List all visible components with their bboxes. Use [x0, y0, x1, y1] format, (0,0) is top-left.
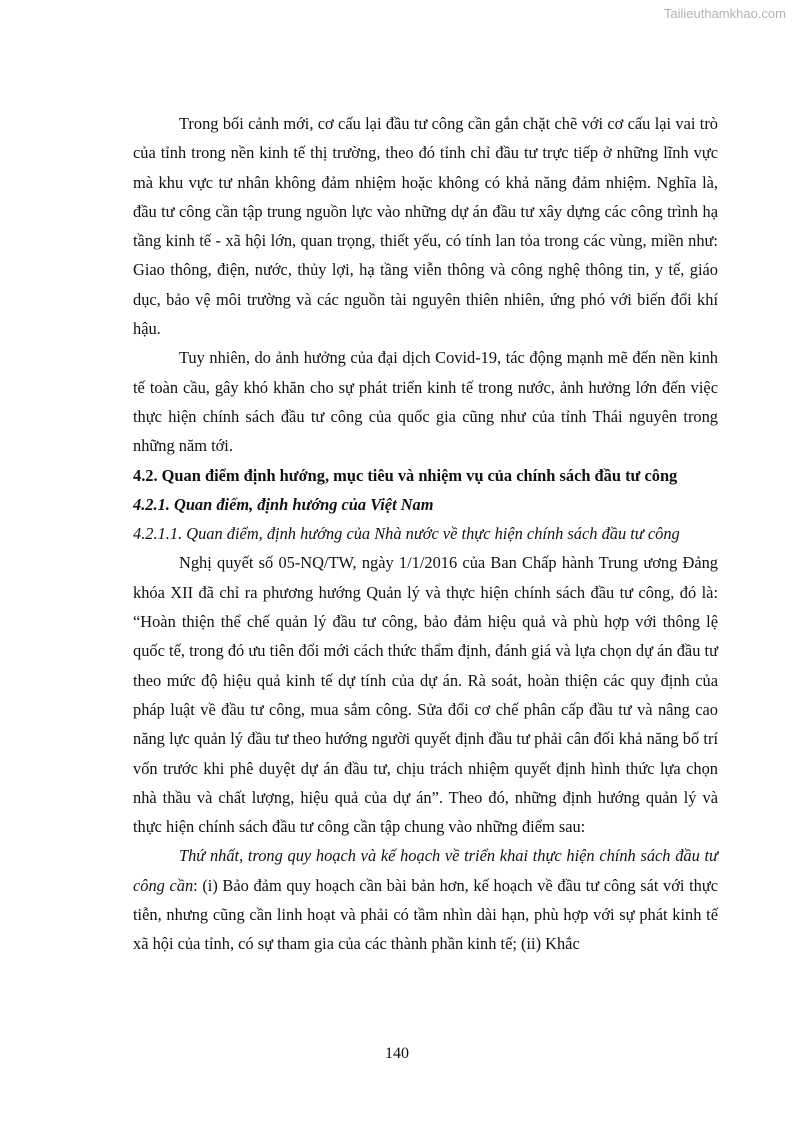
section-heading-4-2: 4.2. Quan điểm định hướng, mục tiêu và nhiệm vụ của chính sách đầu tư công — [133, 465, 678, 485]
page-number: 140 — [385, 1045, 409, 1062]
first-point-text: : (i) Bảo đảm quy hoạch cần bài bản hơn, kế hoạch về đầu tư công sát với thực tiễn, nhưng cũng cần linh hoạt và phải có tầm nhìn dài hạn, phù hợp với sự phát kinh tế xã hội của tỉnh, có sự tham gia của các thành phần kinh tế; (ii) Khắc — [133, 875, 718, 954]
watermark: Tailieuthamkhao.com — [663, 6, 786, 21]
paragraph-first-point — [133, 841, 718, 958]
paragraph-restructuring: Trong bối cảnh mới, cơ cấu lại đầu tư công cần gắn chặt chẽ với cơ cấu lại vai trò của tỉnh trong nền kinh tế thị trường, theo đó tỉnh chỉ đầu tư trực tiếp ở những lĩnh vực mà khu vực tư nhân không đảm nhiệm hoặc không có khả năng đảm nhiệm. Nghĩa là, đầu tư công cần tập trung nguồn lực vào những dự án đầu tư xây dựng các công trình hạ tầng kinh tế - xã hội lớn, quan trọng, thiết yếu, có tính lan tỏa trong các vùng, miền như: Giao thông, điện, nước, thủy lợi, hạ tầng viễn thông và công nghệ thông tin, y tế, giáo dục, bảo vệ môi trường và các nguồn tài nguyên thiên nhiên, ứng phó với biến đổi khí hậu. — [133, 114, 718, 339]
paragraph-covid-impact: Tuy nhiên, do ảnh hưởng của đại dịch Covid-19, tác động mạnh mẽ đến nền kinh tế toàn cầu, gây khó khăn cho sự phát triển kinh tế trong nước, ảnh hưởng lớn đến việc thực hiện chính sách đầu tư công của quốc gia cũng như của tỉnh Thái nguyên trong những năm tới. — [133, 348, 718, 456]
section-heading-4-2-1-1: 4.2.1.1. Quan điểm, định hướng của Nhà nước về thực hiện chính sách đầu tư công — [133, 524, 680, 544]
first-point-lead: Thứ nhất, trong quy hoạch và kế hoạch về triển khai thực hiện chính sách đầu tư công cần — [133, 846, 718, 895]
section-heading-4-2-1: 4.2.1. Quan điểm, định hướng của Việt Nam — [133, 494, 434, 514]
paragraph-resolution: Nghị quyết số 05-NQ/TW, ngày 1/1/2016 của Ban Chấp hành Trung ương Đảng khóa XII đã chỉ ra phương hướng Quản lý và thực hiện chính sách đầu tư công, đó là: “Hoàn thiện thể chế quản lý đầu tư công, bảo đảm hiệu quả và phù hợp với thông lệ quốc tế, trong đó ưu tiên đổi mới cách thức thẩm định, đánh giá và lựa chọn dự án đầu tư theo mức độ hiệu quả kinh tế dự tính của dự án. Rà soát, hoàn thiện các quy định của pháp luật về đầu tư công, mua sắm công. Sửa đổi cơ chế phân cấp đầu tư và nâng cao năng lực quản lý đầu tư theo hướng người quyết định đầu tư phải cân đối khả năng bố trí vốn trước khi phê duyệt dự án đầu tư, chịu trách nhiệm quyết định hình thức lựa chọn nhà thầu và chất lượng, hiệu quả của dự án”. Theo đó, những định hướng quản lý và thực hiện chính sách đầu tư công cần tập chung vào những điểm sau: — [133, 553, 718, 837]
document-body — [133, 109, 718, 959]
